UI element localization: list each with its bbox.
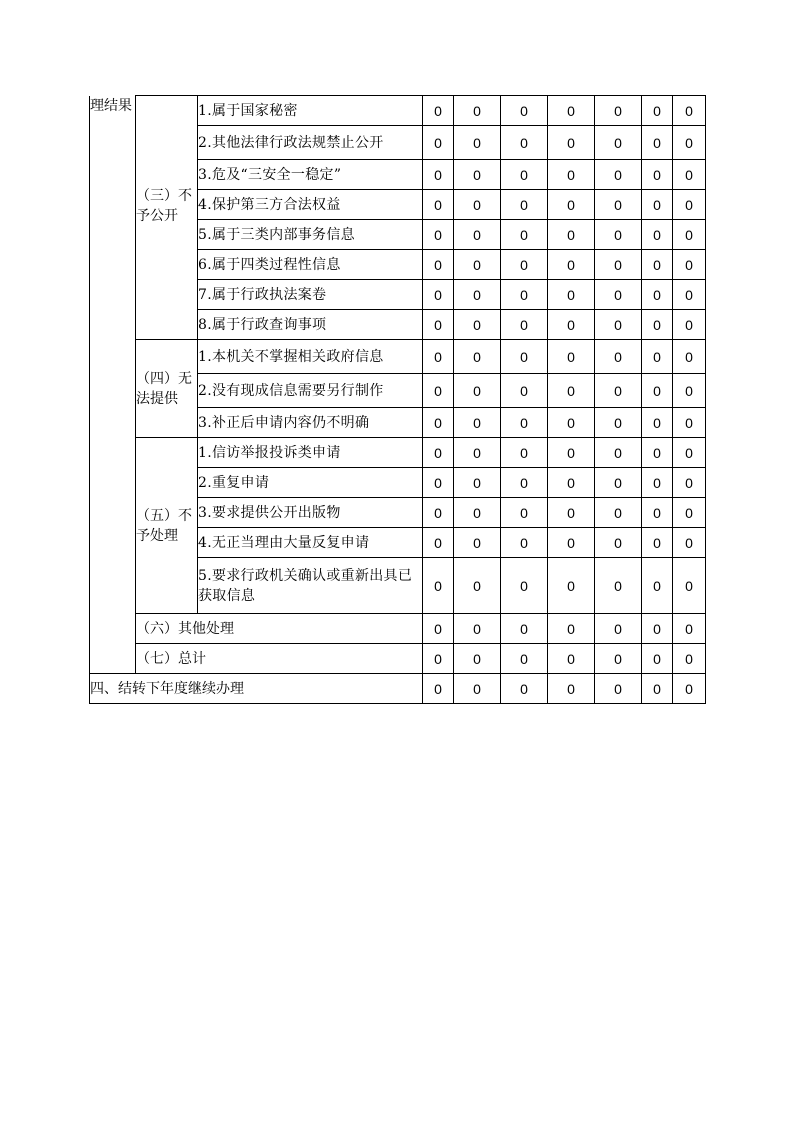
value-cell: 0 [454, 408, 501, 438]
carryover-row [90, 674, 706, 704]
value-cell: 0 [423, 310, 454, 340]
value-cell: 0 [454, 340, 501, 374]
value-cell: 0 [501, 644, 548, 674]
value-cell: 0 [595, 96, 642, 126]
value-cell: 0 [595, 374, 642, 408]
value-cell: 0 [454, 160, 501, 190]
row-label: 5.属于三类内部事务信息 [198, 220, 423, 250]
value-cell: 0 [642, 468, 673, 498]
value-cell: 0 [673, 528, 706, 558]
value-cell: 0 [548, 220, 595, 250]
table-row [90, 438, 706, 468]
value-cell: 0 [454, 310, 501, 340]
value-cell: 0 [548, 374, 595, 408]
value-cell: 0 [423, 644, 454, 674]
value-cell: 0 [595, 438, 642, 468]
value-cell: 0 [454, 126, 501, 160]
value-cell: 0 [423, 96, 454, 126]
value-cell: 0 [548, 528, 595, 558]
value-cell: 0 [454, 674, 501, 704]
value-cell: 0 [548, 674, 595, 704]
value-cell: 0 [454, 438, 501, 468]
value-cell: 0 [595, 614, 642, 644]
value-cell: 0 [423, 498, 454, 528]
value-cell: 0 [595, 498, 642, 528]
value-cell: 0 [595, 220, 642, 250]
value-cell: 0 [595, 190, 642, 220]
value-cell: 0 [642, 374, 673, 408]
value-cell: 0 [454, 498, 501, 528]
value-cell: 0 [673, 644, 706, 674]
row-label: （七）总计 [136, 644, 423, 674]
row-label: 四、结转下年度继续办理 [90, 674, 423, 704]
value-cell: 0 [642, 190, 673, 220]
value-cell: 0 [642, 558, 673, 614]
value-cell: 0 [642, 674, 673, 704]
value-cell: 0 [501, 190, 548, 220]
value-cell: 0 [642, 96, 673, 126]
value-cell: 0 [548, 408, 595, 438]
value-cell: 0 [423, 160, 454, 190]
value-cell: 0 [595, 126, 642, 160]
value-cell: 0 [501, 280, 548, 310]
value-cell: 0 [548, 644, 595, 674]
value-cell: 0 [595, 340, 642, 374]
value-cell: 0 [501, 614, 548, 644]
value-cell: 0 [501, 674, 548, 704]
row-label: 2.重复申请 [198, 468, 423, 498]
value-cell: 0 [501, 408, 548, 438]
total-row [90, 644, 706, 674]
value-cell: 0 [501, 498, 548, 528]
value-cell: 0 [673, 340, 706, 374]
group-label: （三）不予公开 [136, 96, 198, 340]
value-cell: 0 [595, 280, 642, 310]
value-cell: 0 [423, 374, 454, 408]
group-label: （五）不予处理 [136, 438, 198, 614]
value-cell: 0 [454, 644, 501, 674]
value-cell: 0 [548, 558, 595, 614]
value-cell: 0 [673, 408, 706, 438]
group-label: （四）无法提供 [136, 340, 198, 438]
value-cell: 0 [642, 438, 673, 468]
row-label: 2.其他法律行政法规禁止公开 [198, 126, 423, 160]
value-cell: 0 [673, 160, 706, 190]
value-cell: 0 [501, 160, 548, 190]
value-cell: 0 [642, 126, 673, 160]
value-cell: 0 [501, 340, 548, 374]
table-row [90, 340, 706, 374]
value-cell: 0 [423, 438, 454, 468]
row-label: 1.信访举报投诉类申请 [198, 438, 423, 468]
value-cell: 0 [423, 674, 454, 704]
row-label: 4.保护第三方合法权益 [198, 190, 423, 220]
value-cell: 0 [423, 468, 454, 498]
value-cell: 0 [595, 558, 642, 614]
value-cell: 0 [501, 96, 548, 126]
value-cell: 0 [548, 160, 595, 190]
value-cell: 0 [673, 674, 706, 704]
value-cell: 0 [501, 528, 548, 558]
value-cell: 0 [423, 250, 454, 280]
row-label: 8.属于行政查询事项 [198, 310, 423, 340]
value-cell: 0 [548, 310, 595, 340]
value-cell: 0 [673, 614, 706, 644]
value-cell: 0 [454, 468, 501, 498]
value-cell: 0 [673, 96, 706, 126]
row-label: 1.属于国家秘密 [198, 96, 423, 126]
row-label: （六）其他处理 [136, 614, 423, 644]
row-label: 3.危及“三安全一稳定” [198, 160, 423, 190]
value-cell: 0 [642, 614, 673, 644]
value-cell: 0 [595, 528, 642, 558]
value-cell: 0 [501, 250, 548, 280]
value-cell: 0 [642, 250, 673, 280]
value-cell: 0 [673, 374, 706, 408]
value-cell: 0 [642, 280, 673, 310]
value-cell: 0 [501, 374, 548, 408]
value-cell: 0 [423, 340, 454, 374]
value-cell: 0 [423, 408, 454, 438]
value-cell: 0 [595, 250, 642, 280]
row-label: 3.补正后申请内容仍不明确 [198, 408, 423, 438]
value-cell: 0 [423, 190, 454, 220]
row-label: 5.要求行政机关确认或重新出具已获取信息 [198, 558, 423, 614]
value-cell: 0 [548, 340, 595, 374]
value-cell: 0 [501, 438, 548, 468]
value-cell: 0 [548, 438, 595, 468]
value-cell: 0 [673, 468, 706, 498]
value-cell: 0 [642, 340, 673, 374]
value-cell: 0 [673, 438, 706, 468]
value-cell: 0 [501, 310, 548, 340]
value-cell: 0 [642, 160, 673, 190]
value-cell: 0 [423, 528, 454, 558]
value-cell: 0 [423, 220, 454, 250]
value-cell: 0 [501, 558, 548, 614]
value-cell: 0 [642, 644, 673, 674]
value-cell: 0 [595, 408, 642, 438]
row-label: 2.没有现成信息需要另行制作 [198, 374, 423, 408]
value-cell: 0 [642, 220, 673, 250]
value-cell: 0 [454, 528, 501, 558]
row-label: 1.本机关不掌握相关政府信息 [198, 340, 423, 374]
value-cell: 0 [548, 190, 595, 220]
value-cell: 0 [673, 498, 706, 528]
table-row [90, 96, 706, 126]
value-cell: 0 [595, 468, 642, 498]
value-cell: 0 [673, 190, 706, 220]
value-cell: 0 [423, 558, 454, 614]
value-cell: 0 [548, 280, 595, 310]
value-cell: 0 [642, 528, 673, 558]
statistics-table [89, 95, 706, 704]
value-cell: 0 [595, 160, 642, 190]
value-cell: 0 [548, 250, 595, 280]
value-cell: 0 [548, 498, 595, 528]
value-cell: 0 [595, 310, 642, 340]
value-cell: 0 [673, 310, 706, 340]
value-cell: 0 [454, 280, 501, 310]
value-cell: 0 [673, 250, 706, 280]
value-cell: 0 [595, 644, 642, 674]
value-cell: 0 [454, 374, 501, 408]
value-cell: 0 [454, 558, 501, 614]
value-cell: 0 [501, 468, 548, 498]
value-cell: 0 [454, 190, 501, 220]
value-cell: 0 [423, 614, 454, 644]
value-cell: 0 [454, 96, 501, 126]
value-cell: 0 [673, 220, 706, 250]
value-cell: 0 [423, 280, 454, 310]
value-cell: 0 [548, 614, 595, 644]
value-cell: 0 [501, 220, 548, 250]
value-cell: 0 [595, 674, 642, 704]
row-label: 4.无正当理由大量反复申请 [198, 528, 423, 558]
value-cell: 0 [501, 126, 548, 160]
value-cell: 0 [642, 498, 673, 528]
value-cell: 0 [454, 250, 501, 280]
section-label-result: 理结果 [90, 96, 136, 674]
value-cell: 0 [642, 310, 673, 340]
value-cell: 0 [642, 408, 673, 438]
value-cell: 0 [548, 96, 595, 126]
value-cell: 0 [673, 280, 706, 310]
value-cell: 0 [423, 126, 454, 160]
value-cell: 0 [454, 614, 501, 644]
value-cell: 0 [548, 468, 595, 498]
row-label: 6.属于四类过程性信息 [198, 250, 423, 280]
value-cell: 0 [454, 220, 501, 250]
row-label: 7.属于行政执法案卷 [198, 280, 423, 310]
row-label: 3.要求提供公开出版物 [198, 498, 423, 528]
table-body [90, 96, 706, 704]
value-cell: 0 [673, 126, 706, 160]
other-row [90, 614, 706, 644]
value-cell: 0 [673, 558, 706, 614]
value-cell: 0 [548, 126, 595, 160]
